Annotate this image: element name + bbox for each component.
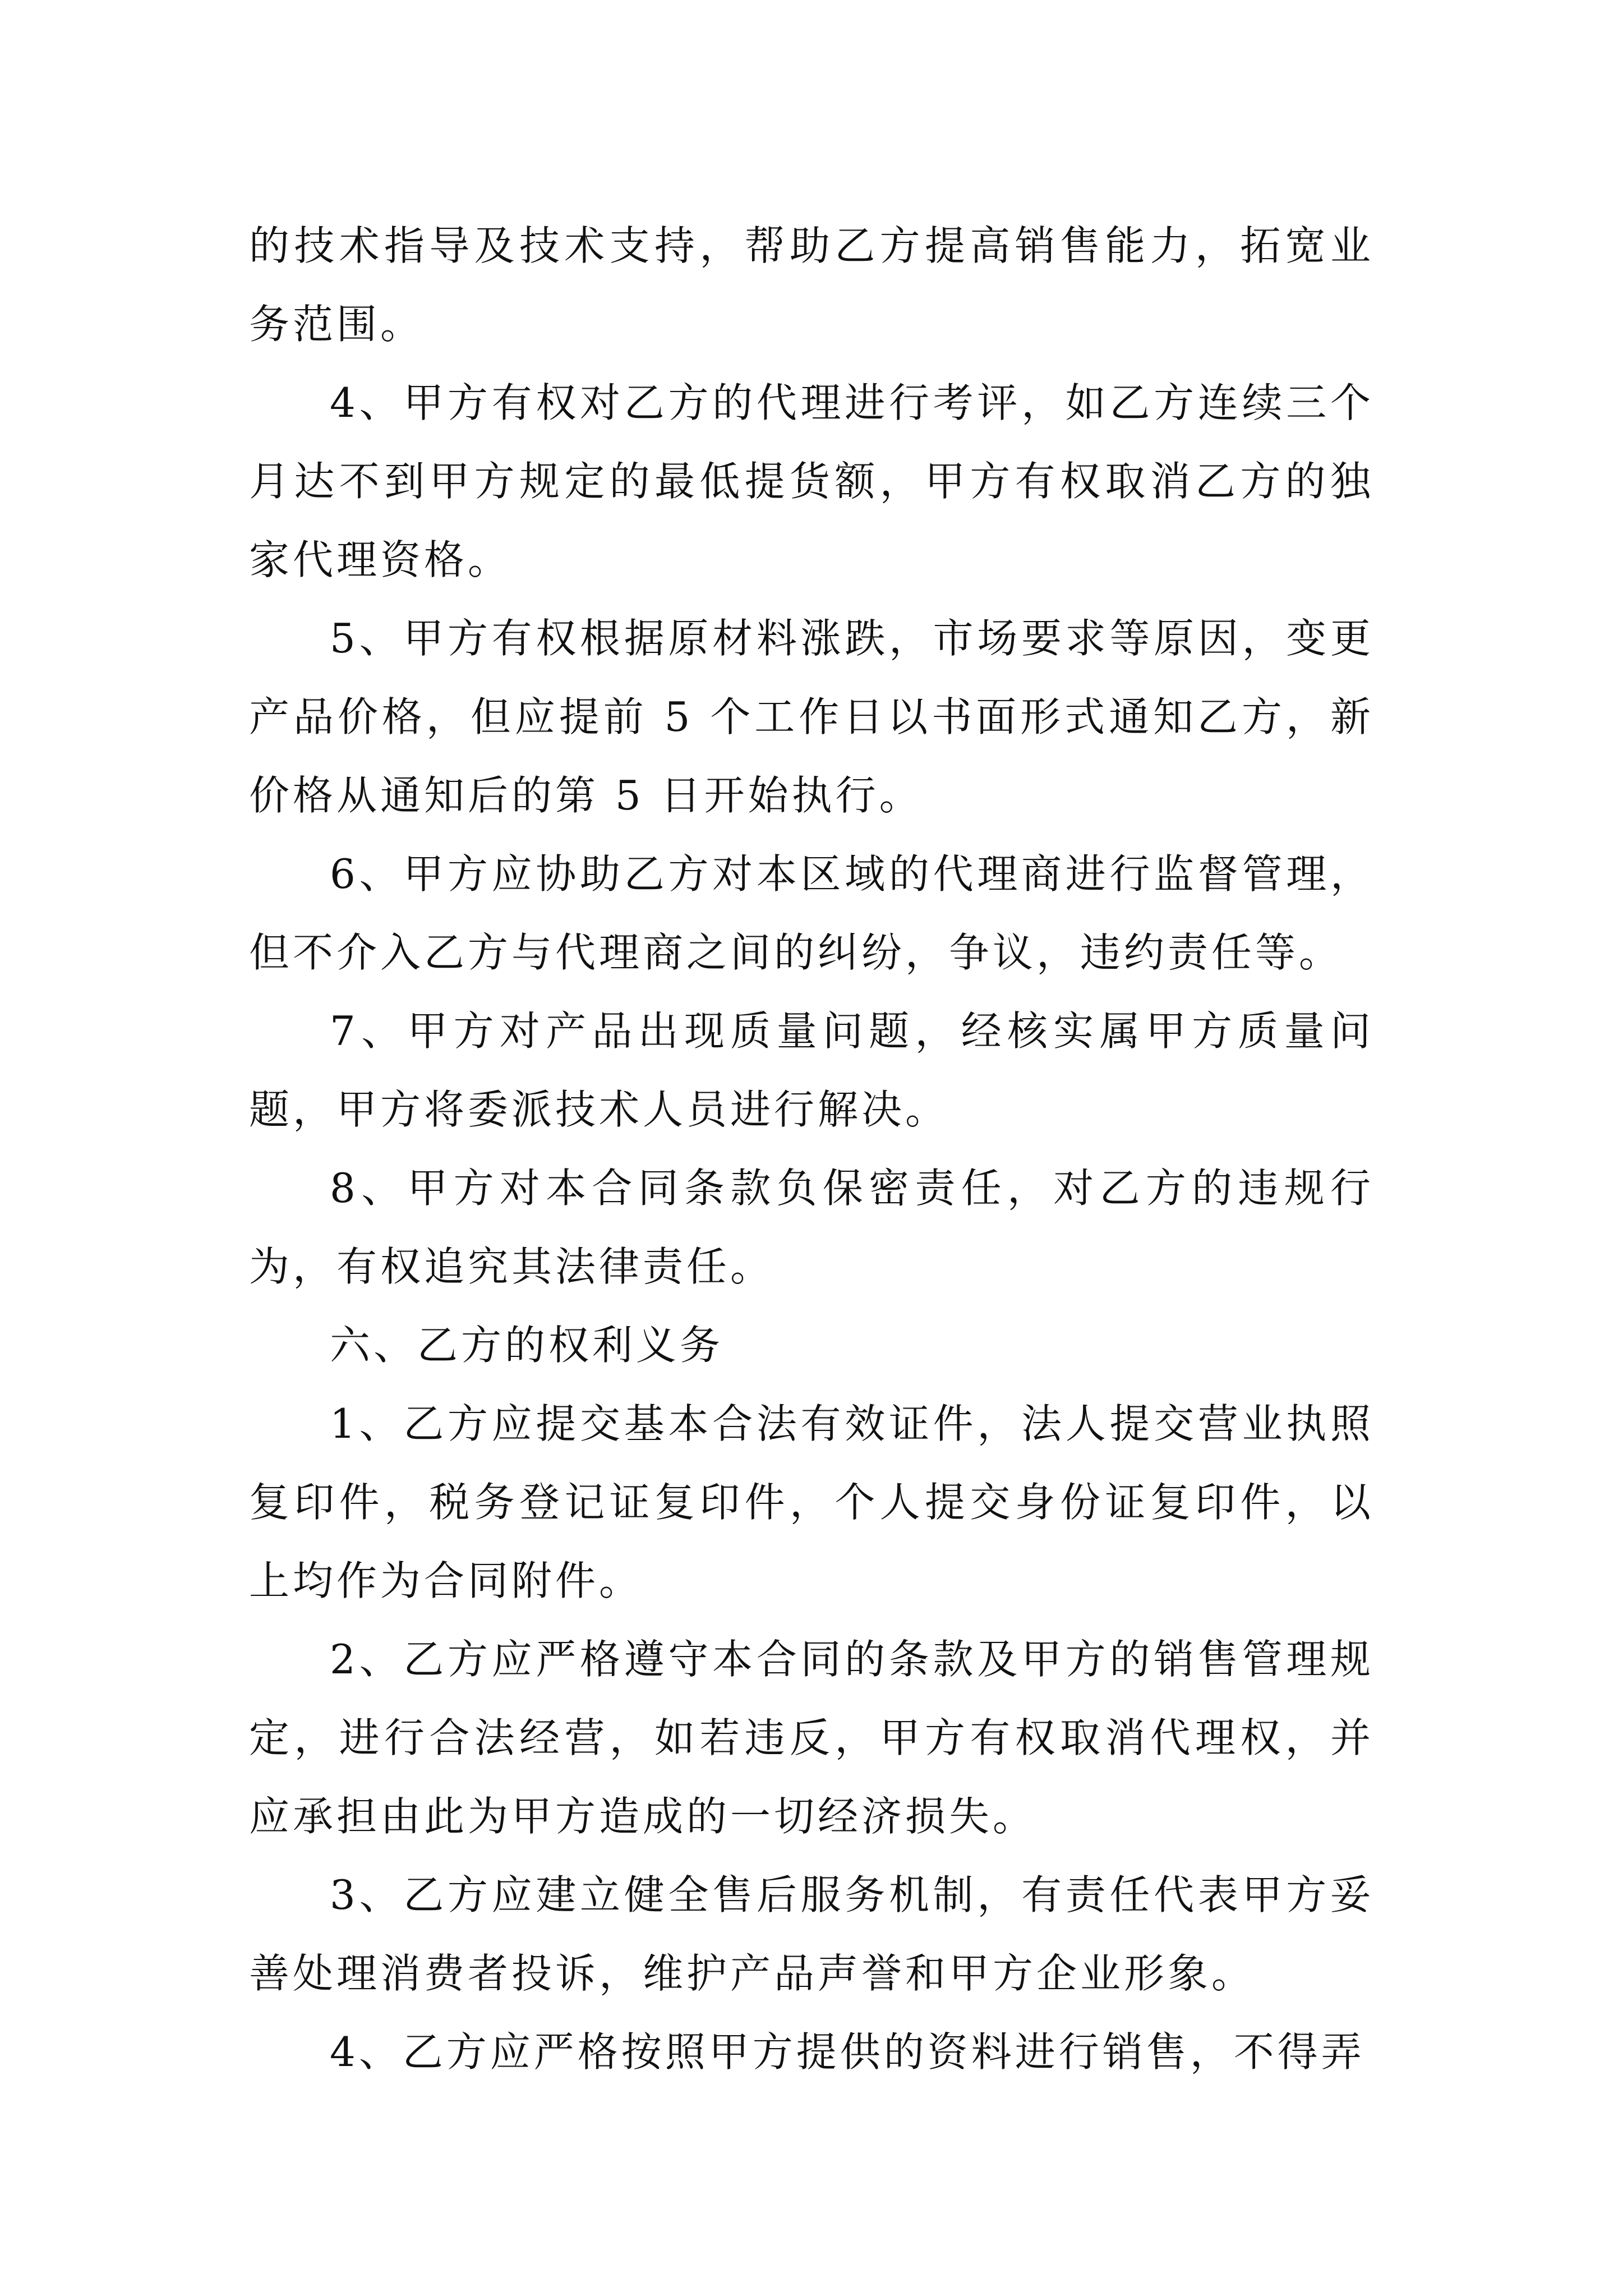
paragraph: 的技术指导及技术支持，帮助乙方提高销售能力，拓宽业务范围。 <box>249 222 1374 348</box>
paragraph: 4、甲方有权对乙方的代理进行考评，如乙方连续三个月达不到甲方规定的最低提货额，甲方有权取消乙方的独家代理资格。 <box>249 379 1374 583</box>
paragraph: 6、甲方应协助乙方对本区域的代理商进行监督管理，但不介入乙方与代理商之间的纠纷，争议，违约责任等。 <box>249 850 1374 976</box>
paragraph: 3、乙方应建立健全售后服务机制，有责任代表甲方妥善处理消费者投诉，维护产品声誉和甲方企业形象。 <box>249 1871 1374 1997</box>
paragraph: 1、乙方应提交基本合法有效证件，法人提交营业执照复印件，税务登记证复印件，个人提交身份证复印件，以上均作为合同附件。 <box>249 1400 1374 1604</box>
paragraph: 5、甲方有权根据原材料涨跌，市场要求等原因，变更产品价格，但应提前 5 个工作日以书面形式通知乙方，新价格从通知后的第 5 日开始执行。 <box>249 615 1374 819</box>
document-body <box>249 206 1374 2091</box>
section-heading: 六、乙方的权利义务 <box>330 1322 724 1369</box>
paragraph: 2、乙方应严格遵守本合同的条款及甲方的销售管理规定，进行合法经营，如若违反，甲方有权取消代理权，并应承担由此为甲方造成的一切经济损失。 <box>249 1636 1374 1840</box>
paragraph: 4、乙方应严格按照甲方提供的资料进行销售，不得弄 <box>330 2028 1365 2076</box>
paragraph: 8、甲方对本合同条款负保密责任，对乙方的违规行为，有权追究其法律责任。 <box>249 1165 1374 1290</box>
paragraph: 7、甲方对产品出现质量问题，经核实属甲方质量问题，甲方将委派技术人员进行解决。 <box>249 1007 1374 1133</box>
